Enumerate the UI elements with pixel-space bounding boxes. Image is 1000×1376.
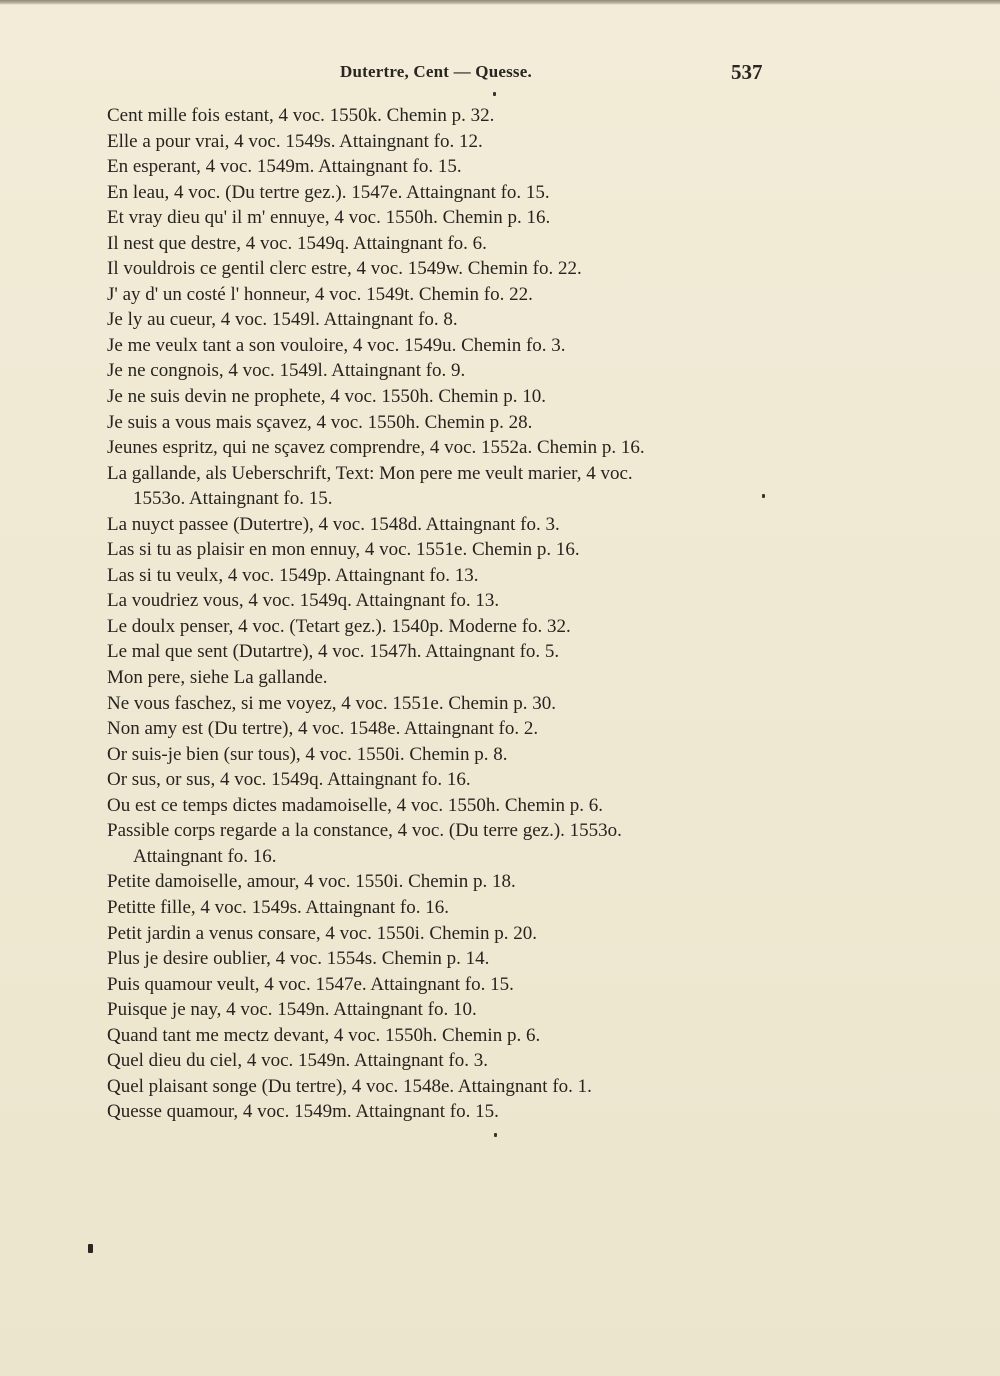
list-item: Jeunes espritz, qui ne sçavez comprendre, 4 voc. 1552a. Chemin p. 16. — [107, 437, 645, 459]
list-item: Je ne congnois, 4 voc. 1549l. Attaingnant fo. 9. — [107, 360, 466, 382]
list-item: Puisque je nay, 4 voc. 1549n. Attaingnant fo. 10. — [107, 999, 477, 1021]
list-item: Las si tu veulx, 4 voc. 1549p. Attaingnant fo. 13. — [107, 564, 479, 586]
list-item: Je suis a vous mais sçavez, 4 voc. 1550h. Chemin p. 28. — [107, 411, 533, 433]
running-head: Dutertre, Cent — Quesse. — [340, 62, 532, 81]
list-item: En esperant, 4 voc. 1549m. Attaingnant fo. 15. — [107, 156, 462, 178]
list-item: Et vray dieu qu' il m' ennuye, 4 voc. 1550h. Chemin p. 16. — [107, 207, 551, 229]
list-item: Petitte fille, 4 voc. 1549s. Attaingnant fo. 16. — [107, 896, 449, 918]
list-item: Ne vous faschez, si me voyez, 4 voc. 1551e. Chemin p. 30. — [107, 692, 557, 714]
list-item: Plus je desire oublier, 4 voc. 1554s. Chemin p. 14. — [107, 948, 490, 970]
list-item: Puis quamour veult, 4 voc. 1547e. Attaingnant fo. 15. — [107, 973, 514, 995]
list-item: Je ne suis devin ne prophete, 4 voc. 1550h. Chemin p. 10. — [107, 386, 547, 408]
list-item: Passible corps regarde a la constance, 4 voc. (Du terre gez.). 1553o. — [107, 820, 622, 842]
list-item: Je me veulx tant a son vouloire, 4 voc. 1549u. Chemin fo. 3. — [107, 334, 566, 356]
list-item: La nuyct passee (Dutertre), 4 voc. 1548d. Attaingnant fo. 3. — [107, 513, 560, 535]
list-item-continuation: Attaingnant fo. 16. — [133, 845, 277, 867]
list-item: Or sus, or sus, 4 voc. 1549q. Attaingnant fo. 16. — [107, 769, 471, 791]
list-item: Ou est ce temps dictes madamoiselle, 4 voc. 1550h. Chemin p. 6. — [107, 794, 604, 816]
ink-speck — [493, 92, 496, 96]
list-item: J' ay d' un costé l' honneur, 4 voc. 1549t. Chemin fo. 22. — [107, 283, 533, 305]
list-item: Quel plaisant songe (Du tertre), 4 voc. 1548e. Attaingnant fo. 1. — [107, 1075, 592, 1097]
list-item: Quel dieu du ciel, 4 voc. 1549n. Attaingnant fo. 3. — [107, 1050, 488, 1072]
list-item: En leau, 4 voc. (Du tertre gez.). 1547e. Attaingnant fo. 15. — [107, 181, 550, 203]
page-number: 537 — [731, 60, 763, 84]
list-item: Mon pere, siehe La gallande. — [107, 667, 328, 689]
list-item: Le doulx penser, 4 voc. (Tetart gez.). 1540p. Moderne fo. 32. — [107, 615, 571, 637]
list-item: Or suis-je bien (sur tous), 4 voc. 1550i. Chemin p. 8. — [107, 743, 508, 765]
ink-speck — [762, 494, 765, 498]
list-item: Je ly au cueur, 4 voc. 1549l. Attaingnant fo. 8. — [107, 309, 458, 331]
list-item: Le mal que sent (Dutartre), 4 voc. 1547h. Attaingnant fo. 5. — [107, 641, 560, 663]
list-item: Il vouldrois ce gentil clerc estre, 4 voc. 1549w. Chemin fo. 22. — [107, 258, 582, 280]
list-item: Quesse quamour, 4 voc. 1549m. Attaingnant fo. 15. — [107, 1101, 499, 1123]
list-item: Petite damoiselle, amour, 4 voc. 1550i. Chemin p. 18. — [107, 871, 516, 893]
ink-speck — [494, 1133, 497, 1137]
list-item: Petit jardin a venus consare, 4 voc. 1550i. Chemin p. 20. — [107, 922, 538, 944]
list-item: La voudriez vous, 4 voc. 1549q. Attaingnant fo. 13. — [107, 590, 500, 612]
list-item: La gallande, als Ueberschrift, Text: Mon pere me veult marier, 4 voc. — [107, 462, 633, 484]
entry-list — [107, 103, 797, 1125]
list-item: Elle a pour vrai, 4 voc. 1549s. Attaingnant fo. 12. — [107, 130, 483, 152]
list-item: Il nest que destre, 4 voc. 1549q. Attaingnant fo. 6. — [107, 232, 487, 254]
list-item-continuation: 1553o. Attaingnant fo. 15. — [133, 488, 333, 510]
top-edge-shadow — [0, 0, 1000, 5]
ink-speck — [88, 1244, 93, 1253]
list-item: Non amy est (Du tertre), 4 voc. 1548e. Attaingnant fo. 2. — [107, 718, 539, 740]
list-item: Quand tant me mectz devant, 4 voc. 1550h. Chemin p. 6. — [107, 1024, 541, 1046]
list-item: Las si tu as plaisir en mon ennuy, 4 voc. 1551e. Chemin p. 16. — [107, 539, 580, 561]
list-item: Cent mille fois estant, 4 voc. 1550k. Chemin p. 32. — [107, 105, 495, 126]
